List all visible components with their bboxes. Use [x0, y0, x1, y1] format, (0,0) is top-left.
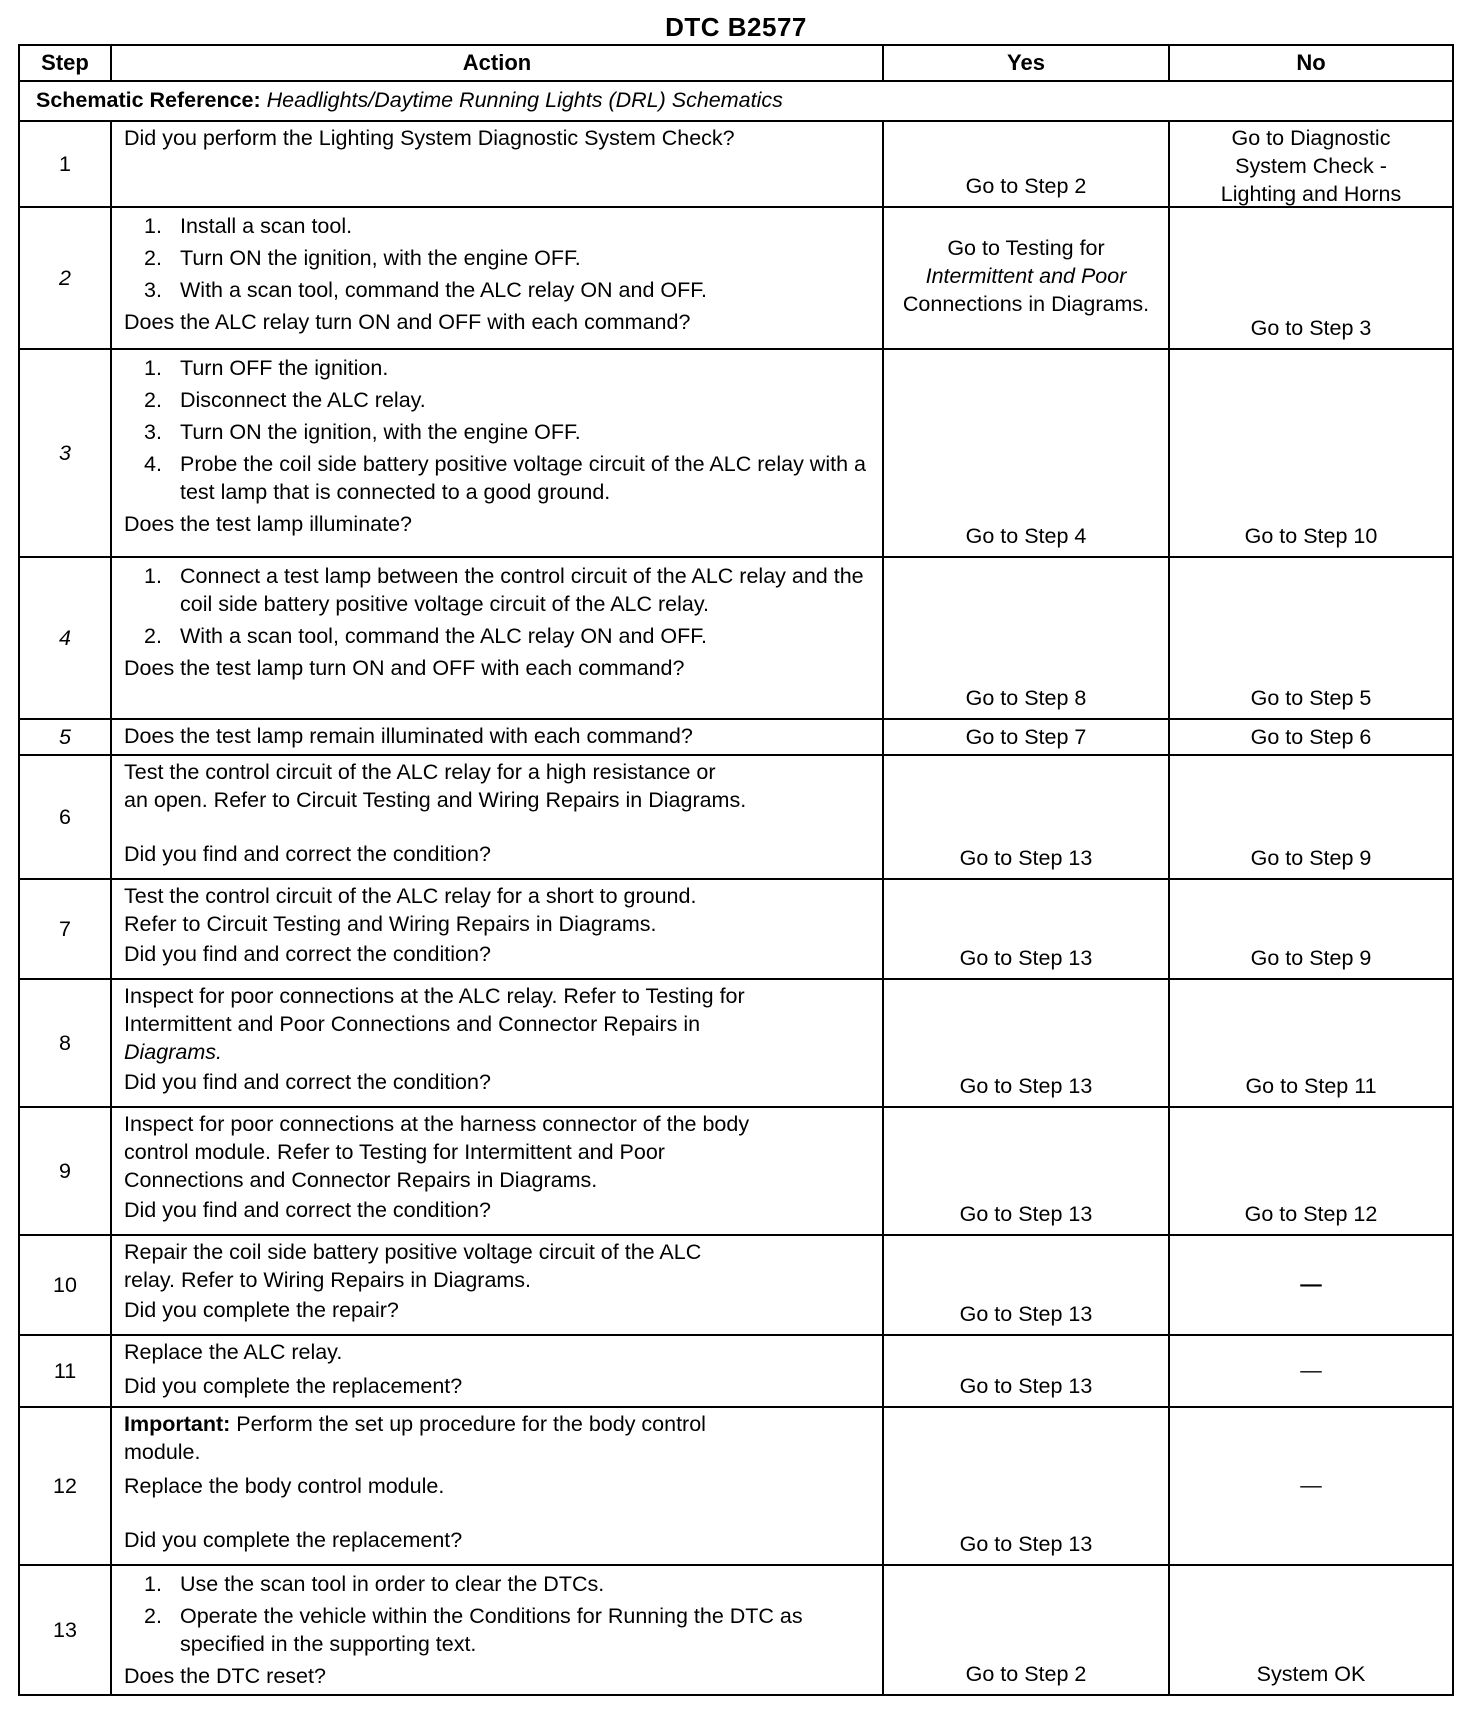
action-steps-list — [124, 212, 872, 304]
table-row — [19, 979, 1453, 1107]
list-item: 1. Turn OFF the ignition. — [144, 356, 389, 380]
table-row — [19, 879, 1453, 979]
no-result: Go to Step 12 — [1244, 1202, 1378, 1226]
header-step: Step — [19, 45, 111, 81]
header-yes: Yes — [883, 45, 1169, 81]
action-text: Intermittent and Poor Connections and Connector Repairs in — [124, 1012, 701, 1036]
yes-result: Go to Step 13 — [959, 1074, 1093, 1098]
action-text: relay. Refer to Wiring Repairs in Diagrams. — [124, 1268, 532, 1292]
step-number: 10 — [19, 1235, 111, 1335]
step-number: 8 — [19, 979, 111, 1107]
important-text: module. — [124, 1440, 201, 1464]
table-row — [19, 1107, 1453, 1235]
action-text: Connections and Connector Repairs in Diagrams. — [124, 1168, 598, 1192]
list-item: 3. With a scan tool, command the ALC relay ON and OFF. — [144, 278, 707, 302]
table-row — [19, 349, 1453, 557]
step-number: 11 — [19, 1335, 111, 1407]
list-item: 1. Connect a test lamp between the control circuit of the ALC relay and the coil side battery positive voltage circuit of the ALC relay. — [144, 564, 864, 616]
no-result-line: Lighting and Horns — [1220, 182, 1402, 206]
list-item: 2. With a scan tool, command the ALC relay ON and OFF. — [144, 624, 707, 648]
action-text: Inspect for poor connections at the ALC relay. Refer to Testing for — [124, 984, 745, 1008]
action-question: Did you find and correct the condition? — [124, 1070, 491, 1094]
action-question: Does the test lamp turn ON and OFF with each command? — [124, 656, 685, 680]
no-result-line: Go to Diagnostic — [1231, 126, 1391, 150]
yes-result: Go to Step 13 — [959, 946, 1093, 970]
action-question: Does the test lamp remain illuminated with each command? — [124, 724, 693, 748]
step-number: 13 — [19, 1565, 111, 1695]
action-text: an open. Refer to Circuit Testing and Wiring Repairs in Diagrams. — [124, 788, 747, 812]
action-text: Inspect for poor connections at the harness connector of the body — [124, 1112, 750, 1136]
yes-result: Go to Step 8 — [965, 686, 1087, 710]
action-question: Did you perform the Lighting System Diagnostic System Check? — [124, 126, 735, 150]
table-row — [19, 1565, 1453, 1695]
no-result: Go to Step 9 — [1250, 946, 1372, 970]
action-question: Does the DTC reset? — [124, 1664, 326, 1688]
important-text: Perform the set up procedure for the body control — [236, 1412, 706, 1436]
yes-result: Go to Step 13 — [959, 1302, 1093, 1326]
table-row — [19, 719, 1453, 755]
action-text: Replace the ALC relay. — [124, 1340, 343, 1364]
table-row — [19, 755, 1453, 879]
action-steps-list — [124, 354, 872, 506]
yes-result: Go to Step 13 — [959, 1202, 1093, 1226]
table-row — [19, 1335, 1453, 1407]
no-result: Go to Step 11 — [1245, 1074, 1377, 1098]
step-number: 9 — [19, 1107, 111, 1235]
no-result: Go to Step 6 — [1169, 719, 1453, 755]
table-row — [19, 121, 1453, 207]
action-text: Diagrams. — [124, 1040, 222, 1064]
yes-result: Go to Step 2 — [965, 174, 1087, 198]
action-steps-list — [124, 562, 872, 650]
list-item: 1. Use the scan tool in order to clear the DTCs. — [144, 1572, 605, 1596]
list-item: 2. Turn ON the ignition, with the engine OFF. — [144, 246, 581, 270]
action-text: Repair the coil side battery positive voltage circuit of the ALC — [124, 1240, 702, 1264]
yes-result-line: Connections in Diagrams. — [902, 292, 1150, 316]
action-text: Test the control circuit of the ALC relay for a high resistance or — [124, 760, 716, 784]
yes-result: Go to Step 13 — [959, 1374, 1093, 1398]
yes-result: Go to Step 2 — [965, 1662, 1087, 1686]
step-number: 12 — [19, 1407, 111, 1565]
action-question: Did you complete the replacement? — [124, 1374, 463, 1398]
table-row — [19, 557, 1453, 719]
no-result: Go to Step 9 — [1250, 846, 1372, 870]
step-number: 1 — [19, 121, 111, 207]
header-no: No — [1169, 45, 1453, 81]
schematic-reference-row — [19, 81, 1453, 121]
no-result: Go to Step 3 — [1250, 316, 1372, 340]
step-number: 2 — [19, 207, 111, 349]
action-question: Did you complete the replacement? — [124, 1528, 463, 1552]
action-steps-list — [124, 1570, 872, 1658]
diagnostic-table — [18, 44, 1454, 1696]
schematic-reference-label: Schematic Reference: — [36, 88, 261, 112]
no-result: Go to Step 10 — [1244, 524, 1378, 548]
step-number: 7 — [19, 879, 111, 979]
action-text: Test the control circuit of the ALC relay for a short to ground. — [124, 884, 697, 908]
step-number: 5 — [19, 719, 111, 755]
action-question: Did you find and correct the condition? — [124, 942, 491, 966]
yes-result: Go to Step 4 — [965, 524, 1087, 548]
step-number: 4 — [19, 557, 111, 719]
list-item: 3. Turn ON the ignition, with the engine OFF. — [144, 420, 581, 444]
no-result: — — [1300, 1358, 1322, 1382]
no-result: — — [1300, 1272, 1322, 1296]
list-item: 4. Probe the coil side battery positive voltage circuit of the ALC relay with a test lamp that is connected to a good ground. — [144, 452, 866, 504]
step-number: 6 — [19, 755, 111, 879]
step-number: 3 — [19, 349, 111, 557]
list-item: 2. Operate the vehicle within the Conditions for Running the DTC as specified in the supporting text. — [144, 1604, 803, 1656]
yes-result: Go to Step 7 — [883, 719, 1169, 755]
action-question: Did you find and correct the condition? — [124, 842, 491, 866]
table-row — [19, 1407, 1453, 1565]
action-question: Did you complete the repair? — [124, 1298, 399, 1322]
action-text: Refer to Circuit Testing and Wiring Repairs in Diagrams. — [124, 912, 657, 936]
yes-result-line: Go to Testing for — [947, 236, 1105, 260]
list-item: 2. Disconnect the ALC relay. — [144, 388, 426, 412]
action-text: control module. Refer to Testing for Intermittent and Poor — [124, 1140, 665, 1164]
important-label: Important: — [124, 1412, 231, 1436]
schematic-reference-value: Headlights/Daytime Running Lights (DRL) Schematics — [266, 88, 783, 112]
yes-result-line: Intermittent and Poor — [925, 264, 1127, 288]
list-item: 1. Install a scan tool. — [144, 214, 353, 238]
yes-result: Go to Step 13 — [959, 1532, 1093, 1556]
action-question: Does the test lamp illuminate? — [124, 512, 413, 536]
action-question: Does the ALC relay turn ON and OFF with each command? — [124, 310, 691, 334]
header-action: Action — [111, 45, 883, 81]
document-title: DTC B2577 — [665, 12, 807, 42]
no-result: — — [1300, 1473, 1322, 1497]
yes-result: Go to Step 13 — [959, 846, 1093, 870]
action-question: Did you find and correct the condition? — [124, 1198, 491, 1222]
header-row — [19, 45, 1453, 81]
no-result: System OK — [1256, 1662, 1366, 1686]
table-row — [19, 1235, 1453, 1335]
no-result: Go to Step 5 — [1250, 686, 1372, 710]
no-result-line: System Check - — [1235, 154, 1387, 178]
table-row — [19, 207, 1453, 349]
action-text: Replace the body control module. — [124, 1474, 445, 1498]
